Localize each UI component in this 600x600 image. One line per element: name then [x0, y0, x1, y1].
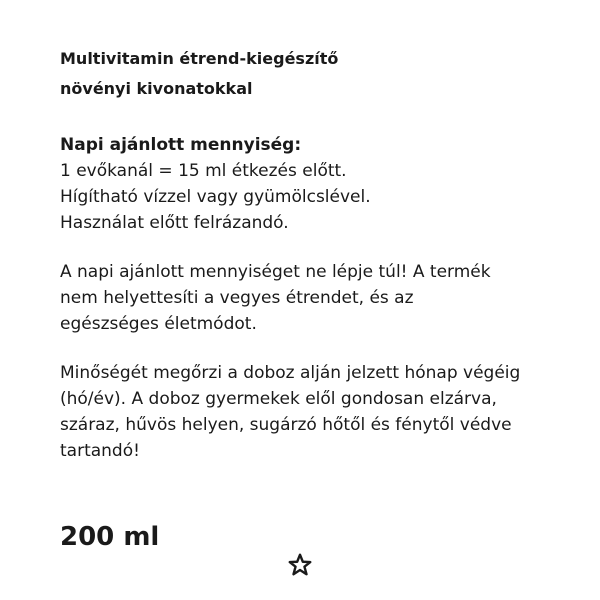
warning-line: nem helyettesíti a vegyes étrendet, és az: [60, 288, 414, 308]
storage-line: száraz, hűvös helyen, sugárzó hőtől és fénytől védve: [60, 415, 512, 435]
storage-line: (hó/év). A doboz gyermekek elől gondosan elzárva,: [60, 389, 497, 409]
dosage-line: Használat előtt felrázandó.: [60, 213, 289, 233]
warning-line: egészséges életmódot.: [60, 314, 257, 334]
dosage-heading: Napi ajánlott mennyiség:: [60, 135, 302, 155]
product-title: [60, 44, 580, 104]
product-title-line: Multivitamin étrend-kiegészítő: [60, 49, 339, 68]
dosage-line: Hígítható vízzel vagy gyümölcslével.: [60, 187, 371, 207]
dosage-section: [60, 132, 580, 236]
dosage-line: 1 evőkanál = 15 ml étkezés előtt.: [60, 161, 347, 181]
star-outline-icon: [287, 552, 313, 578]
warning-line: A napi ajánlott mennyiséget ne lépje túl! A termék: [60, 262, 491, 282]
storage-line: Minőségét megőrzi a doboz alján jelzett hónap végéig: [60, 363, 521, 383]
product-label: [60, 44, 580, 464]
product-title-line: növényi kivonatokkal: [60, 79, 253, 98]
product-volume: 200 ml: [60, 522, 160, 552]
warning-paragraph: [60, 259, 580, 337]
storage-line: tartandó!: [60, 441, 140, 461]
storage-paragraph: [60, 360, 580, 464]
